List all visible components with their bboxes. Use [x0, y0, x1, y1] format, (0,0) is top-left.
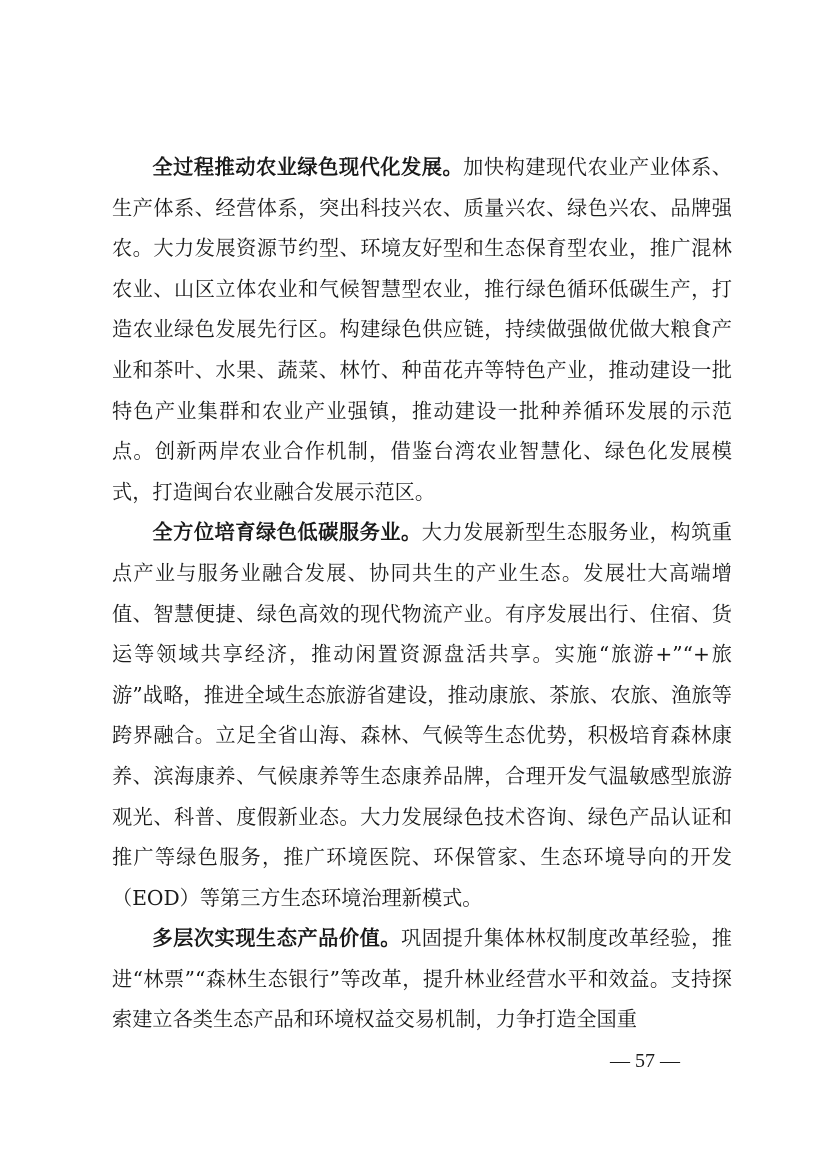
paragraph-agriculture [112, 147, 732, 512]
page-number: — 57 — [610, 1050, 680, 1072]
paragraph-heading: 全方位培育绿色低碳服务业。 [152, 520, 422, 545]
paragraph-services [112, 512, 732, 918]
body-text [112, 147, 732, 1040]
paragraph-heading: 多层次实现生态产品价值。 [152, 926, 402, 951]
paragraph-body: 巩固提升集体林权制度改革经验，推进“林票”“森林生态银行”等改革，提升林业经营水平和效益。支持探索建立各类生态产品和环境权益交易机制，力争打造全国重 [112, 926, 732, 1032]
paragraph-body: 大力发展新型生态服务业，构筑重点产业与服务业融合发展、协同共生的产业生态。发展壮大高端增值、智慧便捷、绿色高效的现代物流产业。有序发展出行、住宿、货运等领域共享经济，推动闲置资源盘活共享。实施“旅游+”“+旅游”战略，推进全域生态旅游省建设，推动康旅、茶旅、农旅、渔旅等跨界融合。立足全省山海、森林、气候等生态优势，积极培育森林康养、滨海康养、气候康养等生态康养品牌，合理开发气温敏感型旅游观光、科普、度假新业态。大力发展绿色技术咨询、绿色产品认证和推广等绿色服务，推广环境医院、环保管家、生态环境导向的开发（EOD）等第三方生态环境治理新模式。 [112, 520, 732, 910]
paragraph-heading: 全过程推动农业绿色现代化发展。 [152, 155, 464, 179]
paragraph-body: 加快构建现代农业产业体系、生产体系、经营体系，突出科技兴农、质量兴农、绿色兴农、品牌强农。大力发展资源节约型、环境友好型和生态保育型农业，推广混林农业、山区立体农业和气候智慧型农业，推行绿色循环低碳生产，打造农业绿色发展先行区。构建绿色供应链，持续做强做优做大粮食产业和茶叶、水果、蔬菜、林竹、种苗花卉等特色产业，推动建设一批特色产业集群和农业产业强镇，推动建设一批种养循环发展的示范点。创新两岸农业合作机制，借鉴台湾农业智慧化、绿色化发展模式，打造闽台农业融合发展示范区。 [112, 155, 732, 504]
paragraph-ecological-products [112, 918, 732, 1040]
